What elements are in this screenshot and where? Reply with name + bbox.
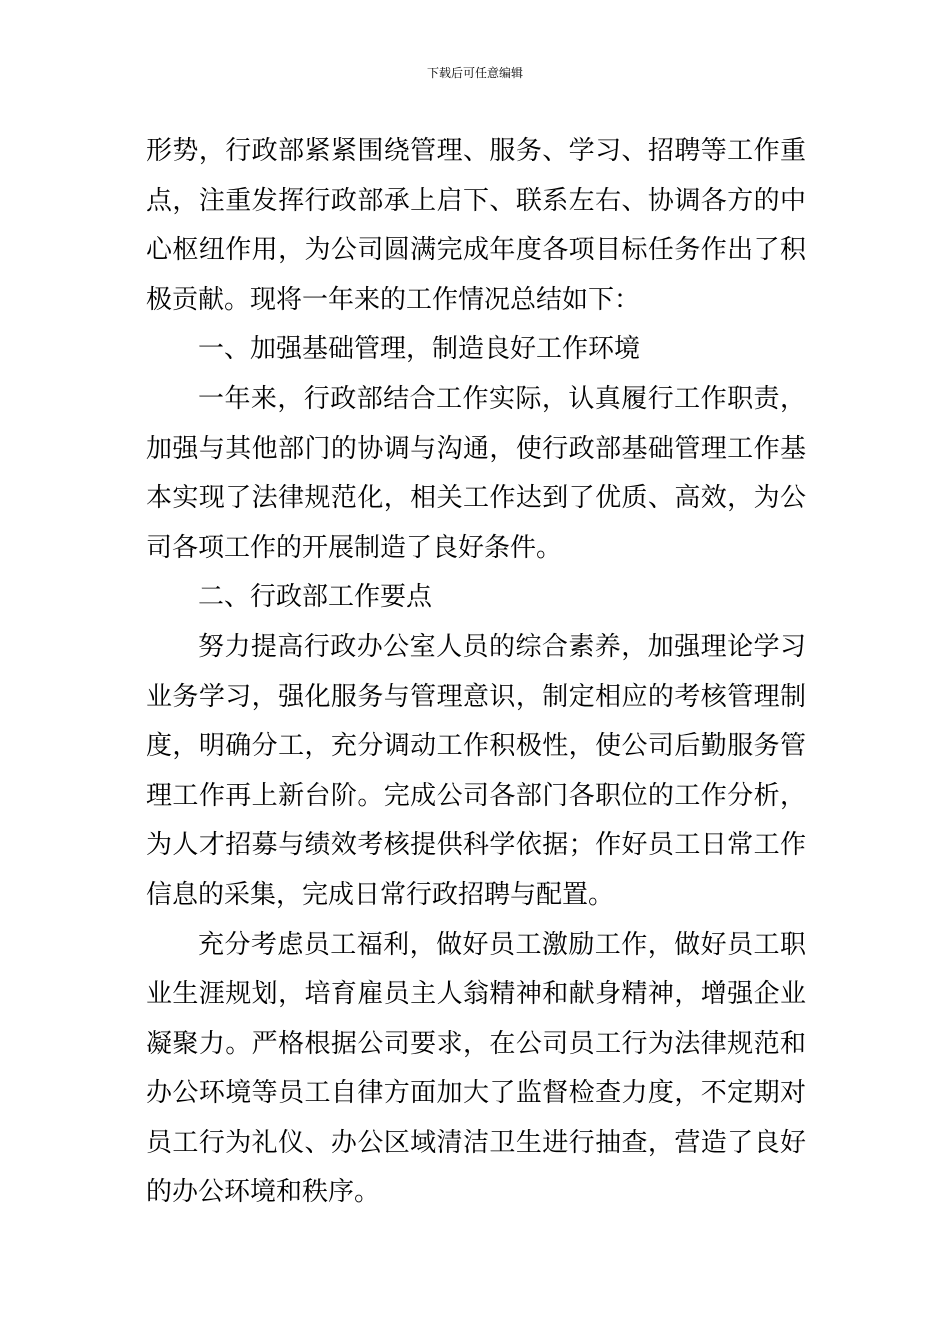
text-line: 信息的采集，完成日常行政招聘与配置。 — [146, 879, 615, 910]
text-line: 一年来，行政部结合工作实际，认真履行工作职责， — [198, 383, 806, 414]
text-line: 业生涯规划，培育雇员主人翁精神和献身精神，增强企业 — [146, 979, 806, 1010]
text-line: 点，注重发挥行政部承上启下、联系左右、协调各方的中 — [146, 185, 806, 216]
text-line: 充分考虑员工福利，做好员工激励工作，做好员工职 — [198, 929, 806, 960]
text-line: 员工行为礼仪、办公区域清洁卫生进行抽查，营造了良好 — [146, 1127, 806, 1158]
text-line: 形势，行政部紧紧围绕管理、服务、学习、招聘等工作重 — [146, 136, 806, 166]
text-line: 本实现了法律规范化，相关工作达到了优质、高效，为公 — [146, 483, 806, 514]
text-line: 极贡献。现将一年来的工作情况总结如下： — [146, 284, 641, 315]
text-line: 办公环境等员工自律方面加大了监督检查力度，不定期对 — [146, 1078, 806, 1109]
document-body — [146, 127, 806, 1218]
text-line: 加强与其他部门的协调与沟通，使行政部基础管理工作基 — [146, 433, 806, 464]
text-line: 理工作再上新台阶。完成公司各部门各职位的工作分析， — [146, 780, 806, 811]
text-line: 的办公环境和秩序。 — [146, 1177, 381, 1208]
text-line: 一、加强基础管理，制造良好工作环境 — [198, 334, 641, 365]
text-line: 业务学习，强化服务与管理意识，制定相应的考核管理制 — [146, 681, 806, 712]
text-line: 努力提高行政办公室人员的综合素养，加强理论学习 — [198, 631, 806, 662]
text-line: 司各项工作的开展制造了良好条件。 — [146, 532, 563, 563]
page-header: 下载后可任意编辑 — [426, 66, 523, 80]
text-line: 度，明确分工，充分调动工作积极性，使公司后勤服务管 — [146, 731, 806, 762]
text-line: 为人才招募与绩效考核提供科学依据；作好员工日常工作 — [146, 830, 806, 861]
text-line: 二、行政部工作要点 — [198, 582, 433, 613]
text-line: 凝聚力。严格根据公司要求，在公司员工行为法律规范和 — [146, 1028, 806, 1059]
text-line: 心枢纽作用，为公司圆满完成年度各项目标任务作出了积 — [146, 235, 806, 266]
